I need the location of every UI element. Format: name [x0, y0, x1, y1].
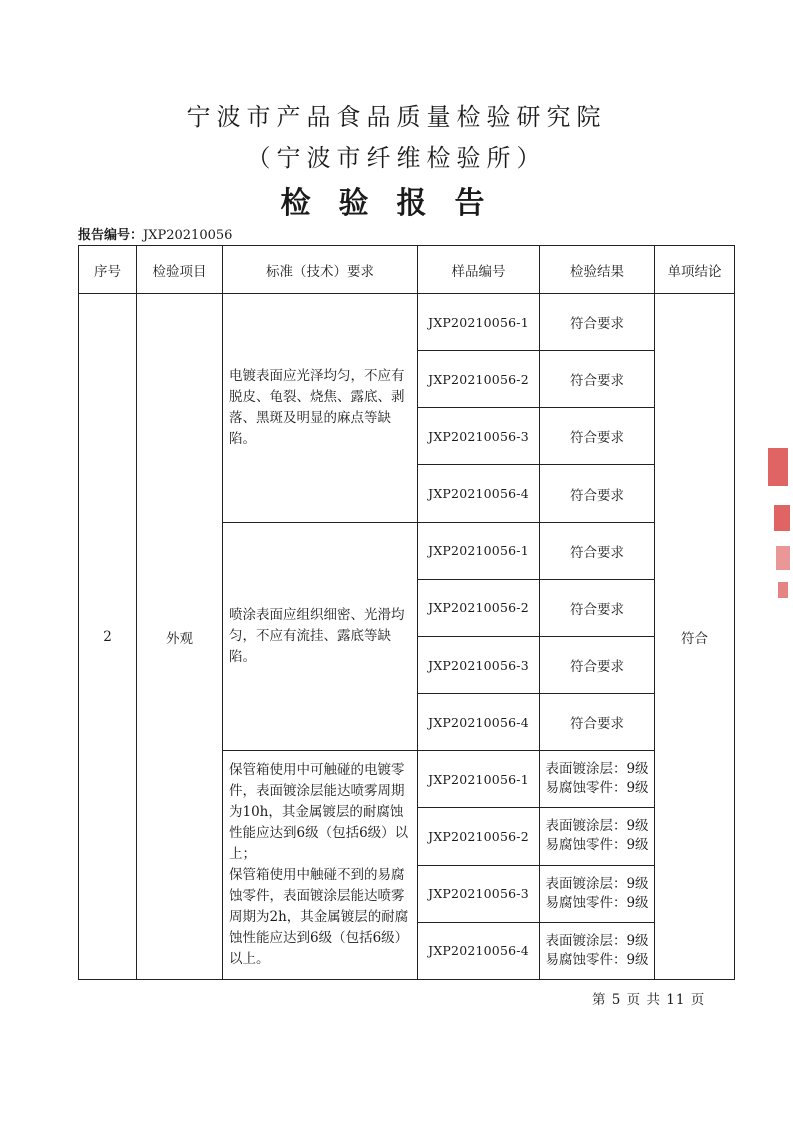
result-cell: 符合要求 — [540, 694, 655, 751]
result-cell: 符合要求 — [540, 351, 655, 408]
result-cell — [540, 808, 655, 865]
requirement-corrosion: 保管箱使用中可触碰的电镀零件，表面镀涂层能达喷雾周期为10h，其金属镀层的耐腐蚀性能应达到6级（包括6级）以上； 保管箱使用中触碰不到的易腐蚀零件，表面镀涂层能达喷雾周期为2h，其金属镀层的耐腐蚀性能应达到6级（包括6级）以上。 — [223, 751, 418, 980]
report-number-value: JXP20210056 — [143, 228, 233, 243]
institute-alt-name: （宁波市纤维检验所） — [246, 144, 547, 172]
col-requirement: 标准（技术）要求 — [223, 246, 418, 294]
report-title: 检验报告 — [280, 186, 513, 221]
result-corrosive-part: 易腐蚀零件：9级 — [545, 837, 649, 854]
institute-name: 宁波市产品食品质量检验研究院 — [186, 103, 607, 131]
result-corrosive-part: 易腐蚀零件：9级 — [545, 780, 649, 797]
stamp-fragment — [778, 582, 788, 598]
result-cell: 符合要求 — [540, 522, 655, 579]
stamp-fragment — [776, 546, 790, 570]
col-item: 检验项目 — [137, 246, 223, 294]
sample-no: JXP20210056-2 — [418, 579, 540, 636]
sample-no: JXP20210056-2 — [418, 351, 540, 408]
result-coating: 表面镀涂层：9级 — [545, 875, 649, 892]
sample-no: JXP20210056-1 — [418, 294, 540, 351]
sample-no: JXP20210056-1 — [418, 751, 540, 808]
sample-no: JXP20210056-4 — [418, 465, 540, 522]
result-cell: 符合要求 — [540, 408, 655, 465]
sample-no: JXP20210056-4 — [418, 694, 540, 751]
report-number — [78, 224, 232, 243]
result-coating: 表面镀涂层：9级 — [545, 932, 649, 949]
stamp-fragment — [768, 448, 788, 486]
item-cell: 外观 — [137, 294, 223, 980]
result-cell — [540, 751, 655, 808]
col-result: 检验结果 — [540, 246, 655, 294]
sample-no: JXP20210056-4 — [418, 922, 540, 979]
result-cell: 符合要求 — [540, 636, 655, 693]
requirement-electroplate: 电镀表面应光泽均匀，不应有脱皮、龟裂、烧焦、露底、剥落、黑斑及明显的麻点等缺陷。 — [223, 294, 418, 523]
result-cell — [540, 865, 655, 922]
table-header-row — [79, 246, 735, 294]
page-number: 第 5 页 共 11 页 — [592, 992, 706, 1008]
sample-no: JXP20210056-1 — [418, 522, 540, 579]
result-cell: 符合要求 — [540, 465, 655, 522]
result-corrosive-part: 易腐蚀零件：9级 — [545, 951, 649, 968]
result-cell — [540, 922, 655, 979]
result-corrosive-part: 易腐蚀零件：9级 — [545, 894, 649, 911]
col-conclusion: 单项结论 — [655, 246, 735, 294]
seq-cell: 2 — [79, 294, 137, 980]
sample-no: JXP20210056-3 — [418, 865, 540, 922]
result-cell: 符合要求 — [540, 294, 655, 351]
table-row — [79, 294, 735, 351]
result-coating: 表面镀涂层：9级 — [545, 761, 649, 778]
sample-no: JXP20210056-2 — [418, 808, 540, 865]
result-cell: 符合要求 — [540, 579, 655, 636]
col-seq: 序号 — [79, 246, 137, 294]
result-coating: 表面镀涂层：9级 — [545, 818, 649, 835]
stamp-fragment — [774, 505, 790, 531]
conclusion-cell: 符合 — [655, 294, 735, 980]
col-sample-no: 样品编号 — [418, 246, 540, 294]
sample-no: JXP20210056-3 — [418, 636, 540, 693]
report-number-label: 报告编号： — [78, 228, 144, 243]
requirement-spray: 喷涂表面应组织细密、光滑均匀，不应有流挂、露底等缺陷。 — [223, 522, 418, 751]
sample-no: JXP20210056-3 — [418, 408, 540, 465]
inspection-table — [78, 245, 735, 980]
